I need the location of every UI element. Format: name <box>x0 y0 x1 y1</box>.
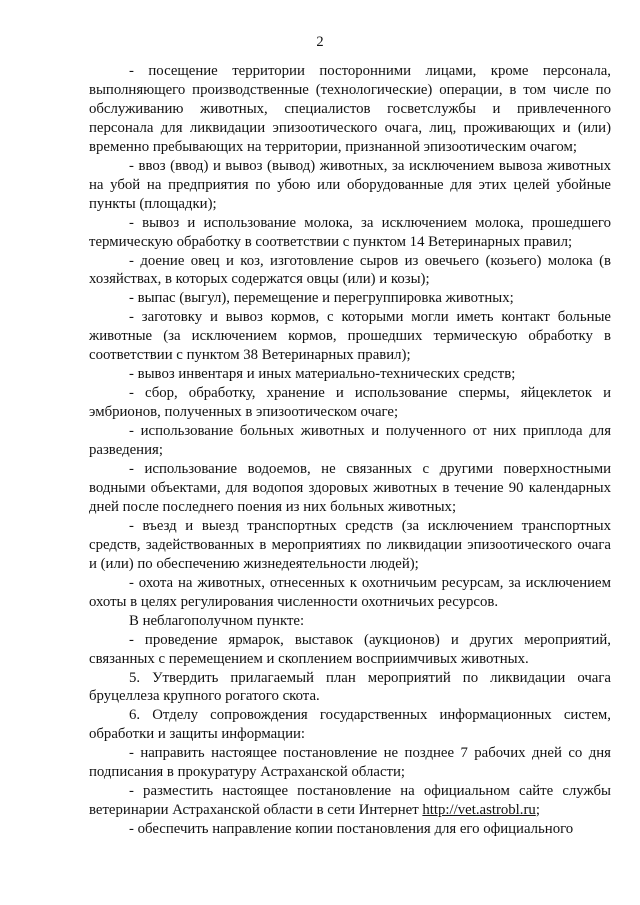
paragraph: - въезд и выезд транспортных средств (за исключением транспортных средств, задействованных в мероприятиях по ликвидации эпизоотического очага и (или) по обеспечению жизнедеятельности людей); <box>89 517 611 572</box>
paragraph: - использование водоемов, не связанных с другими поверхностными водными объектами, для водопоя здоровых животных в течение 90 календарных дней после последнего поения из них больных животных; <box>89 461 611 515</box>
paragraph: - направить настоящее постановление не позднее 7 рабочих дней со дня подписания в прокуратуру Астраханской области; <box>89 745 611 781</box>
paragraph: - сбор, обработку, хранение и использование спермы, яйцеклеток и эмбрионов, полученных в эпизоотическом очаге; <box>89 385 611 421</box>
website-paragraph-tail: ; <box>535 802 540 819</box>
page-number: 2 <box>316 34 324 50</box>
website-link[interactable]: http://vet.astrobl.ru <box>422 802 536 819</box>
paragraph: - обеспечить направление копии постановления для его официального <box>129 821 574 838</box>
paragraph: - заготовку и вывоз кормов, с которыми могли иметь контакт больные животные (за исключением кормов, прошедших термическую обработку в соответствии с пунктом 38 Ветеринарных правил); <box>89 309 611 364</box>
website-paragraph-text: - разместить настоящее постановление на официальном сайте службы ветеринарии Астраханской области в сети Интернет <box>89 783 611 819</box>
document-body <box>89 62 611 839</box>
website-paragraph <box>89 782 611 820</box>
paragraph: - посещение территории посторонними лицами, кроме персонала, выполняющего производственные (технологические) операции, в том числе по обслуживанию животных, специалистов госветслужбы и привлеченного персонала для ликвидации эпизоотического очага, лиц, проживающих и (или) временно пребывающих на территории, признанной эпизоотическим очагом; <box>89 63 611 155</box>
paragraph: - проведение ярмарок, выставок (аукционов) и других мероприятий, связанных с перемещением и скоплением восприимчивых животных. <box>89 631 611 667</box>
paragraph: В неблагополучном пункте: <box>129 612 305 629</box>
paragraph: - вывоз инвентаря и иных материально-технических средств; <box>129 366 516 383</box>
paragraph: - использование больных животных и полученного от них приплода для разведения; <box>89 423 611 459</box>
paragraph: - доение овец и коз, изготовление сыров из овечьего (козьего) молока (в хозяйствах, в которых содержатся овцы (или) и козы); <box>89 252 611 288</box>
paragraph: - вывоз и использование молока, за исключением молока, прошедшего термическую обработку в соответствии с пунктом 14 Ветеринарных правил; <box>89 214 611 250</box>
paragraph: - охота на животных, отнесенных к охотничьим ресурсам, за исключением охоты в целях регулирования численности охотничьих ресурсов. <box>89 574 611 610</box>
paragraph: 5. Утвердить прилагаемый план мероприятий по ликвидации очага бруцеллеза крупного рогатого скота. <box>89 669 611 705</box>
paragraph: - выпас (выгул), перемещение и перегруппировка животных; <box>129 290 514 307</box>
paragraph: 6. Отделу сопровождения государственных информационных систем, обработки и защиты информации: <box>89 707 611 743</box>
paragraph: - ввоз (ввод) и вывоз (вывод) животных, за исключением вывоза животных на убой на предприятия по убою или оборудованные для этих целей убойные пункты (площадки); <box>89 157 611 212</box>
